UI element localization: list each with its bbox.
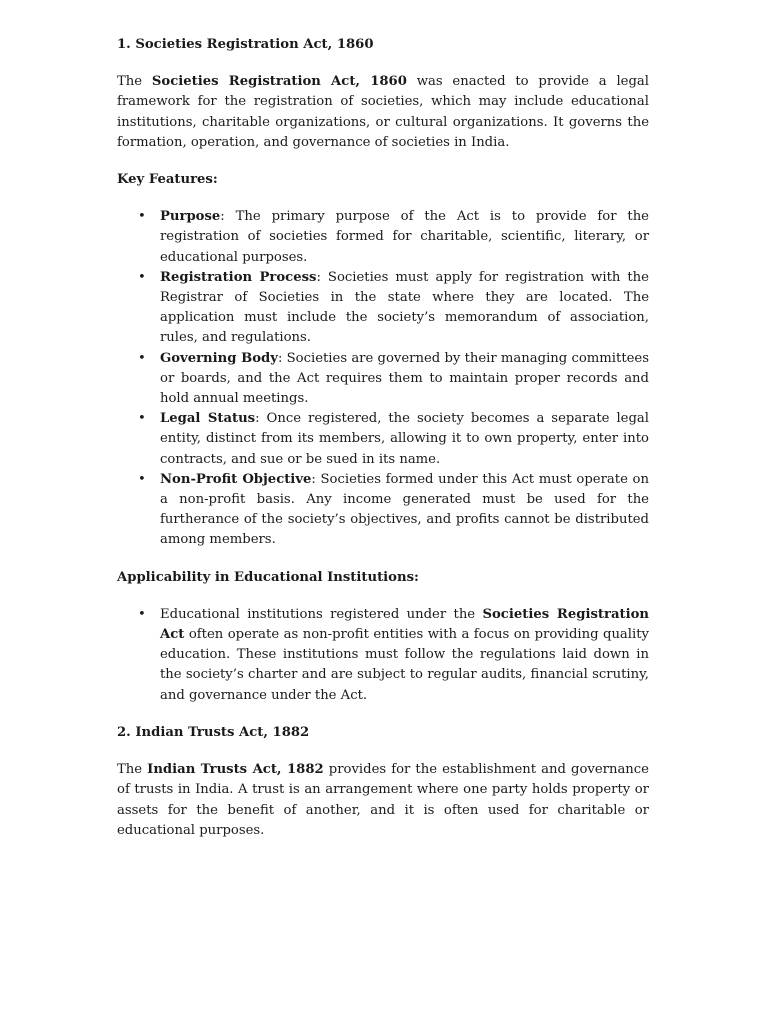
intro-text-rest: provides for the establishment and governance of trusts in India. A trust is an arrangement where one party holds property or assets for the benefit of another, and it is often used for charitable or educational purposes. xyxy=(117,762,649,838)
section-2-heading: 2. Indian Trusts Act, 1882 xyxy=(117,724,310,740)
feature-term: Purpose xyxy=(160,209,221,225)
feature-text: : Societies formed under this Act must operate on a non-profit basis. Any income generated must be used for the furtherance of the society’s objectives, and profits cannot be distributed among members. xyxy=(160,471,649,548)
feature-term: Legal Status xyxy=(160,411,256,427)
feature-term: Non-Profit Objective xyxy=(160,471,312,487)
applicability-text-start: Educational institutions registered under the xyxy=(160,606,483,622)
feature-text: : Societies are governed by their managing committees or boards, and the Act requires them to maintain proper records and hold annual meetings. xyxy=(160,350,650,407)
act-name-bold: Societies Registration Act, 1860 xyxy=(151,74,407,90)
section-1-intro xyxy=(117,72,649,153)
document-body xyxy=(117,35,649,841)
section-2-intro xyxy=(117,760,649,841)
applicability-text-rest: often operate as non-profit entities with a focus on providing quality education. These institutions must follow the regulations laid down in the society’s charter and are subject to regular audits, financial scrutiny, and governance under the Act. xyxy=(160,627,649,703)
feature-text: : The primary purpose of the Act is to provide for the registration of societies formed for charitable, scientific, literary, or educational purposes. xyxy=(160,209,649,265)
act-name-bold: Indian Trusts Act, 1882 xyxy=(147,762,324,778)
feature-term: Governing Body xyxy=(160,350,278,366)
list-item xyxy=(117,409,649,470)
applicability-heading: Applicability in Educational Institutions: xyxy=(117,569,419,585)
list-item xyxy=(117,470,649,551)
section-1-heading: 1. Societies Registration Act, 1860 xyxy=(117,37,374,52)
key-features-list xyxy=(117,207,649,550)
act-name-bold: Societies Registration Act xyxy=(160,606,649,643)
list-item xyxy=(117,605,649,706)
list-item xyxy=(117,268,649,349)
intro-text-start: The xyxy=(117,762,148,778)
feature-text: : Societies must apply for registration with the Registrar of Societies in the state where they are located. The application must include the society’s memorandum of association, rules, and regulations. xyxy=(160,269,649,346)
applicability-list xyxy=(117,605,649,706)
intro-text-rest: was enacted to provide a legal framework for the registration of societies, which may include educational institutions, charitable organizations, or cultural organizations. It governs the formation, operation, and governance of societies in India. xyxy=(117,74,649,150)
feature-term: Registration Process xyxy=(160,269,317,285)
intro-text-start: The xyxy=(117,74,152,90)
feature-text: : Once registered, the society becomes a separate legal entity, distinct from its members, allowing it to own property, enter into contracts, and sue or be sued in its name. xyxy=(160,411,649,467)
list-item xyxy=(117,207,649,268)
key-features-heading: Key Features: xyxy=(117,172,218,188)
list-item xyxy=(117,349,649,410)
